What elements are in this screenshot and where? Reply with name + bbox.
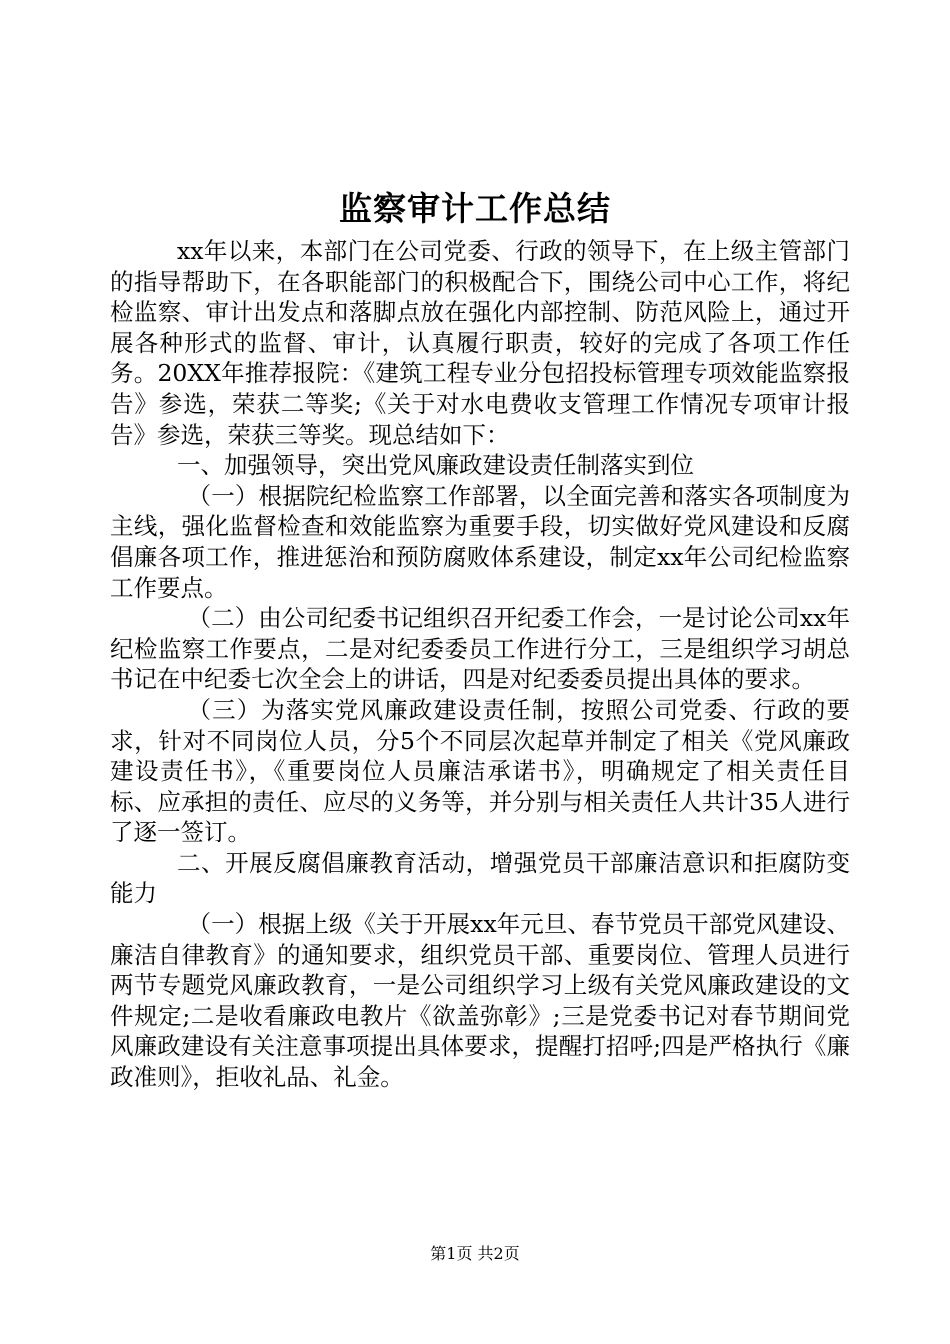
section-1-item-1: （一）根据院纪检监察工作部署，以全面完善和落实各项制度为主线，强化监督检查和效能监察为重要手段，切实做好党风建设和反腐倡廉各项工作，推进惩治和预防腐败体系建设，制定xx年公司纪检监察工作要点。 xyxy=(110,481,850,602)
document-title: 监察审计工作总结 xyxy=(339,189,611,228)
section-1-item-2: （二）由公司纪委书记组织召开纪委工作会，一是讨论公司xx年纪检监察工作要点，二是对纪委委员工作进行分工，三是组织学习胡总书记在中纪委七次全会上的讲话，四是对纪委委员提出具体的要求。 xyxy=(110,604,850,694)
intro-paragraph: xx年以来，本部门在公司党委、行政的领导下，在上级主管部门的指导帮助下，在各职能部门的积极配合下，围绕公司中心工作，将纪检监察、审计出发点和落脚点放在强化内部控制、防范风险上，通过开展各种形式的监督、审计，认真履行职责，较好的完成了各项工作任务。20XX年推荐报院：《建筑工程专业分包招投标管理专项效能监察报告》参选，荣获二等奖;《关于对水电费收支管理工作情况专项审计报告》参选，荣获三等奖。现总结如下： xyxy=(110,237,850,449)
section-2-item-1: （一）根据上级《关于开展xx年元旦、春节党员干部党风建设、廉洁自律教育》的通知要求，组织党员干部、重要岗位、管理人员进行两节专题党风廉政教育，一是公司组织学习上级有关党风廉政建设的文件规定;二是收看廉政电教片《欲盖弥彰》;三是党委书记对春节期间党风廉政建设有关注意事项提出具体要求，提醒打招呼;四是严格执行《廉政准则》，拒收礼品、礼金。 xyxy=(110,910,850,1092)
section-heading-1: 一、加强领导，突出党风廉政建设责任制落实到位 xyxy=(176,451,694,480)
section-1-item-3: （三）为落实党风廉政建设责任制，按照公司党委、行政的要求，针对不同岗位人员，分5个不同层次起草并制定了相关《党风廉政建设责任书》，《重要岗位人员廉洁承诺书》，明确规定了相关责任目标、应承担的责任、应尽的义务等，并分别与相关责任人共计35人进行了逐一签订。 xyxy=(110,695,850,847)
page-footer: 第1页 共2页 xyxy=(430,1244,520,1263)
document-body xyxy=(110,236,850,1093)
section-heading-2: 二、开展反腐倡廉教育活动，增强党员干部廉洁意识和拒腐防变能力 xyxy=(110,848,850,908)
